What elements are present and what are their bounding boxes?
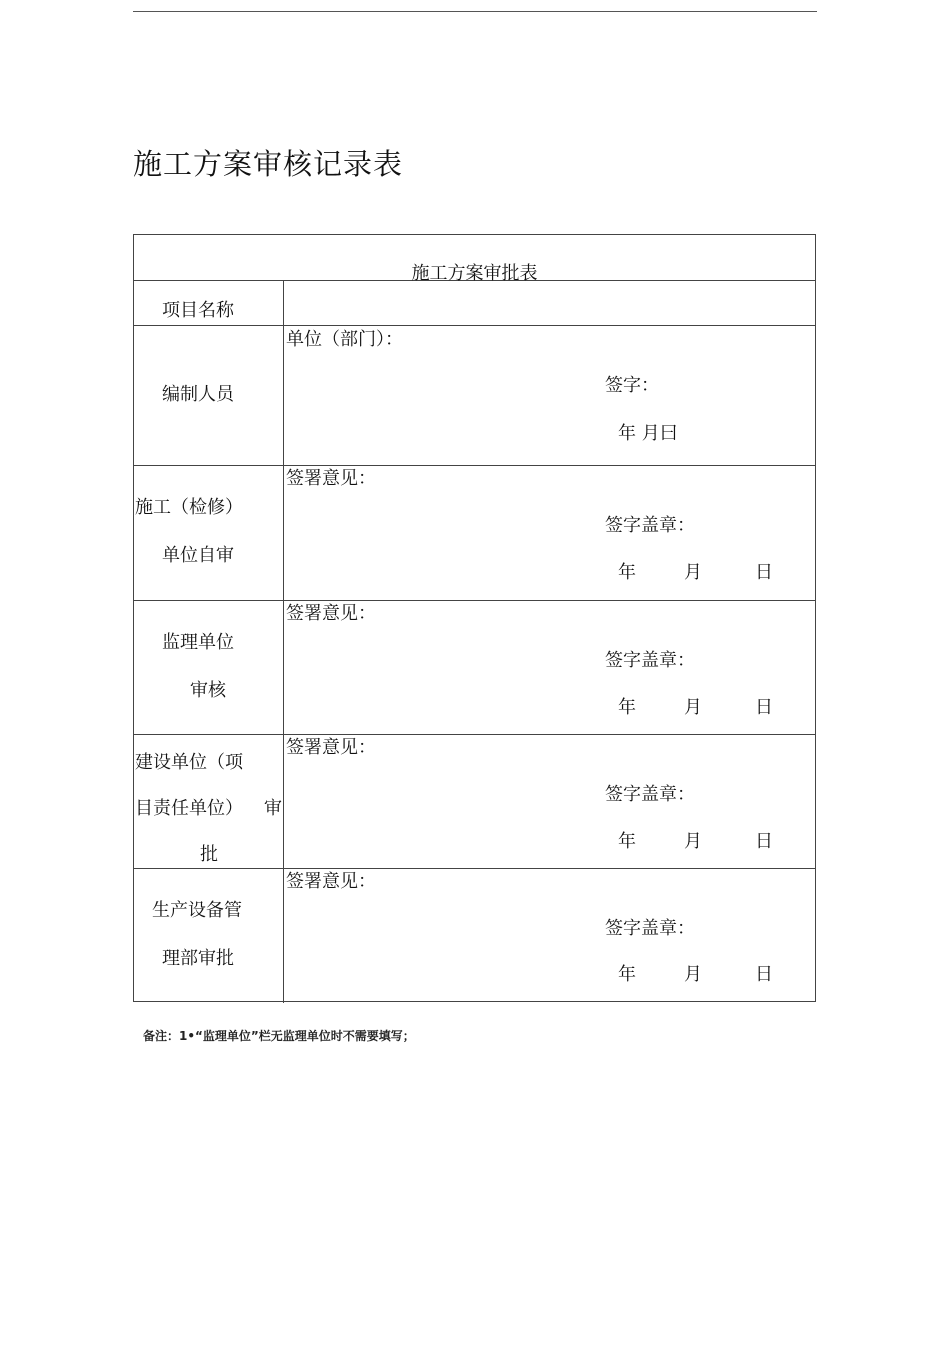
date-year: 年 [618,697,636,718]
preparer-label: 编制人员 [162,384,234,405]
equipment-dept-approval-field[interactable] [284,869,815,1003]
supervision-label-line1: 监理单位 [162,632,234,653]
equipment-dept-label-line2: 理部审批 [162,948,234,969]
footnote: 备注：1•“监理单位”栏无监理单位时不需要填写； [143,1029,415,1043]
date-day: 日 [755,964,773,985]
project-name-field[interactable] [284,281,815,325]
date-month: 月 [684,562,702,583]
owner-label-line2: 目责任单位） [135,798,243,819]
equipment-dept-approval-row [134,869,815,1003]
unit-label: 单位（部门）： [286,329,403,350]
signature-stamp-label: 签字盖章： [605,650,695,671]
approval-form-table [133,234,816,1002]
owner-label-line1: 建设单位（项 [135,752,243,773]
date-month: 月 [684,964,702,985]
signature-stamp-label: 签字盖章： [605,515,695,536]
contractor-review-field[interactable] [284,466,815,600]
supervision-review-row [134,601,815,735]
date-day: 日 [755,697,773,718]
project-name-row [134,281,815,326]
project-name-label: 项目名称 [162,300,234,321]
document-title: 施工方案审核记录表 [133,147,404,181]
date-year: 年 [618,831,636,852]
table-header-row [134,235,815,284]
contractor-review-row [134,466,815,601]
date-day: 日 [755,562,773,583]
owner-approval-field[interactable] [284,735,815,868]
date-month: 月 [684,697,702,718]
supervision-label-line2: 审核 [190,680,226,701]
supervision-review-field[interactable] [284,601,815,734]
opinion-label: 签署意见： [286,871,376,892]
opinion-label: 签署意见： [286,737,376,758]
date-month: 月 [684,831,702,852]
opinion-label: 签署意见： [286,603,376,624]
row-label-cell [134,735,284,868]
signature-stamp-label: 签字盖章： [605,918,695,939]
row-label-cell [134,466,284,600]
row-label-cell [134,326,284,465]
opinion-label: 签署意见： [286,468,376,489]
date-year: 年 [618,964,636,985]
date-year: 年 [618,562,636,583]
contractor-review-label-line1: 施工（检修） [135,497,243,518]
row-label-cell [134,601,284,734]
contractor-review-label-line2: 单位自审 [162,545,234,566]
table-title: 施工方案审批表 [411,263,538,284]
owner-label-line2-end: 审 [264,798,282,819]
equipment-dept-label-line1: 生产设备管 [152,900,242,921]
owner-label-line3: 批 [200,844,218,865]
top-rule [133,11,817,12]
date-label: 年 月曰 [618,423,678,444]
row-label-cell [134,869,284,1003]
signature-stamp-label: 签字盖章： [605,784,695,805]
date-day: 日 [755,831,773,852]
owner-approval-row [134,735,815,869]
signature-label: 签字： [605,375,659,396]
preparer-field[interactable] [284,326,815,465]
row-label-cell [134,281,284,325]
preparer-row [134,326,815,466]
